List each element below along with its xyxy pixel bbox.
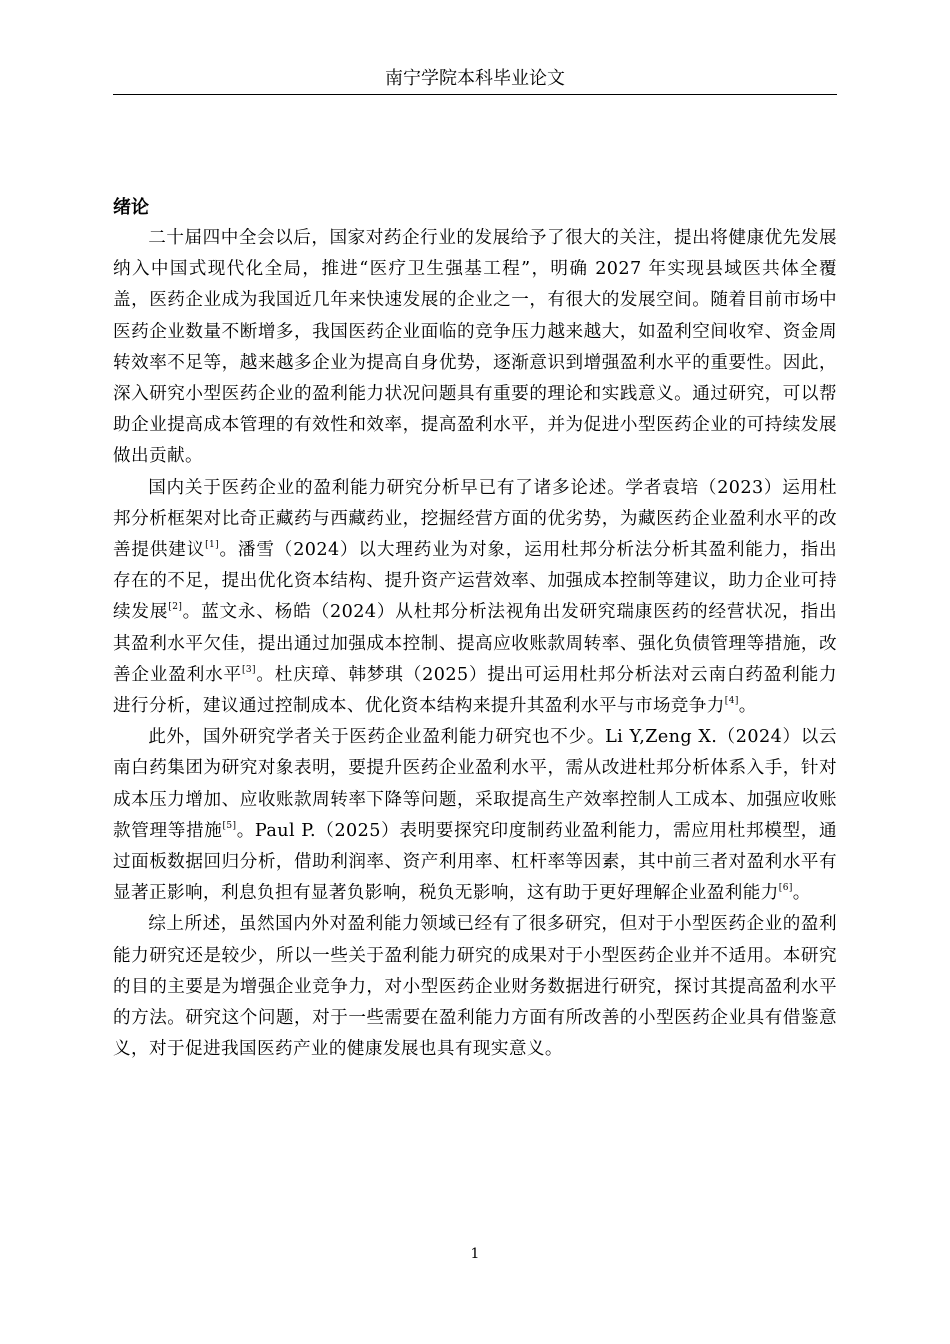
paragraph-text: 。 (738, 696, 757, 717)
page-header: 南宁学院本科毕业论文 (113, 64, 837, 95)
citation-2: [2] (168, 602, 183, 613)
paragraph-text: 二十届四中全会以后，国家对药企行业的发展给予了很大的关注，提出将健康优先发展纳入中国式现代化全局，推进“医疗卫生强基工程”，明确 2027 年实现县域医共体全覆盖，医药企业成为我国近几年来快速发展的企业之一，有很大的发展空间。随着目前市场中医药企业数量不断增多，我国医药企业面临的竞争压力越来越大，如盈利空间收窄、资金周转效率不足等，越来越多企业为提高自身优势，逐渐意识到增强盈利水平的重要性。因此，深入研究小型医药企业的盈利能力状况问题具有重要的理论和实践意义。通过研究，可以帮助企业提高成本管理的有效性和效率，提高盈利水平，并为促进小型医药企业的可持续发展做出贡献。 (113, 228, 837, 467)
paragraph-text: 综上所述，虽然国内外对盈利能力领域已经有了很多研究，但对于小型医药企业的盈利能力研究还是较少，所以一些关于盈利能力研究的成果对于小型医药企业并不适用。本研究的目的主要是为增强企业竞争力，对小型医药企业财务数据进行研究，探讨其提高盈利水平的方法。研究这个问题，对于一些需要在盈利能力方面有所改善的小型医药企业具有借鉴意义，对于促进我国医药产业的健康发展也具有现实意义。 (113, 914, 837, 1060)
paragraph-2 (113, 473, 837, 723)
paragraph-1 (113, 223, 837, 473)
citation-6: [6] (778, 883, 793, 894)
paragraph-4 (113, 909, 837, 1065)
citation-5: [5] (222, 820, 237, 831)
paragraph-text: 。杜庆璋、韩梦琪（2025）提出可运用杜邦分析法对云南白药盈利能力进行分析，建议通过控制成本、优化资本结构来提升其盈利水平与市场竞争力 (113, 664, 837, 717)
paragraph-text: 。Paul P.（2025）表明要探究印度制药业盈利能力，需应用杜邦模型，通过面板数据回归分析，借助利润率、资产利用率、杠杆率等因素，其中前三者对盈利水平有显著正影响，利息负担有显著负影响，税负无影响，这有助于更好理解企业盈利能力 (113, 820, 837, 904)
citation-3: [3] (241, 664, 256, 675)
citation-4: [4] (724, 695, 739, 706)
paragraph-text: 。 (792, 883, 811, 904)
paragraph-text: 国内关于医药企业的盈利能力研究分析早已有了诸多论述。学者袁培（2023）运用杜邦分析框架对比奇正藏药与西藏药业，挖掘经营方面的优劣势，为藏医药企业盈利水平的改善提供建议 (113, 477, 837, 561)
page-number: 1 (470, 1246, 480, 1262)
citation-1: [1] (205, 539, 220, 550)
paragraph-3 (113, 722, 837, 909)
paragraph-text: 。蓝文永、杨皓（2024）从杜邦分析法视角出发研究瑞康医药的经营状况，指出其盈利水平欠佳，提出通过加强成本控制、提高应收账款周转率、强化负债管理等措施，改善企业盈利水平 (113, 602, 838, 685)
paragraph-text: 。潘雪（2024）以大理药业为对象，运用杜邦分析法分析其盈利能力，指出存在的不足，提出优化资本结构、提升资产运营效率、加强成本控制等建议，助力企业可持续发展 (113, 540, 837, 623)
section-heading: 绪论 (113, 197, 149, 218)
paragraph-text: 此外，国外研究学者关于医药企业盈利能力研究也不少。Li Y,Zeng X.（2024）以云南白药集团为研究对象表明，要提升医药企业盈利水平，需从改进杜邦分析体系入手，针对成本压力增加、应收账款周转率下降等问题，采取提高生产效率控制人工成本、加强应收账款管理等措施 (113, 727, 837, 841)
body-text (113, 223, 837, 1065)
